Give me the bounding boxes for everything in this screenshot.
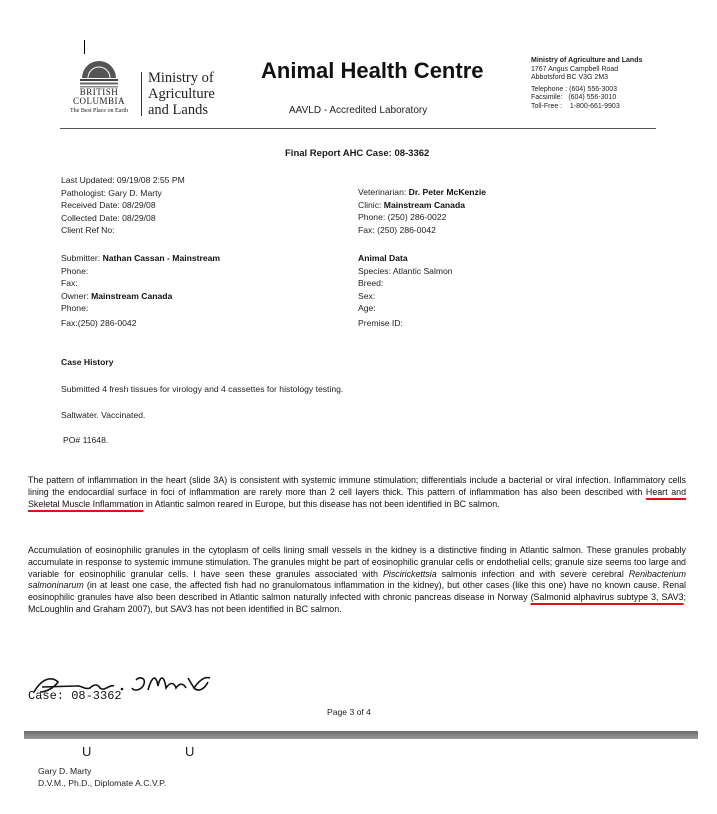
findings-paragraph-kidney: Accumulation of eosinophilic granules in the cytoplasm of cells lining small vessels in the kidney is a distinctive finding in Atlantic salmon. These granules probably accumulate in response to systemic immune stimulation. The granules might be part of eosinophilic granular cells or endothelial cells; granule size seems too large and variable for eosinophilic granular cells. I have seen these granules associated with Piscirickettsia salmonis infection and with severe cerebral Renibacterium salmoninarum (in at least one case, the affected fish had no granulomatous inflammation in the kidney), but other cases (like this one) have no known cause. Renal eosinophilic granules have also been described in Atlantic salmon naturally infected with chronic pancreas disease in Norway (Salmonid alphavirus subtype 3, SAV3; McLoughlin and Graham 2007), but SAV3 has not been identified in BC salmon. bbox=[28, 545, 686, 614]
footer-case-number: Case: 08-3362 bbox=[28, 689, 122, 703]
signer-name: Gary D. Marty bbox=[38, 766, 92, 776]
sun-waves-emblem-icon bbox=[76, 60, 122, 88]
contact-telephone: Telephone : (604) 556-3003 bbox=[531, 85, 618, 93]
signer-block bbox=[38, 766, 166, 789]
age: Age: bbox=[358, 303, 376, 314]
page-number: Page 3 of 4 bbox=[327, 707, 371, 717]
collected-date: Collected Date: 08/29/08 bbox=[61, 212, 156, 223]
ministry-line: and Lands bbox=[148, 102, 208, 118]
owner-fax: Fax:(250) 286-0042 bbox=[61, 317, 137, 328]
vet-info-block bbox=[358, 186, 486, 236]
logo-name-line2: COLUMBIA bbox=[72, 96, 125, 106]
last-updated: Last Updated: 09/19/08 2:55 PM bbox=[61, 175, 185, 185]
findings-paragraph-heart: The pattern of inflammation in the heart (slide 3A) is consistent with systemic immune stimulation; differentials include a bacterial or viral infection. Inflammatory cells lining the endocardial surface in foci of inflammation are rarely more than 2 cell layers thick. This pattern of inflammation has also been described with Heart and Skeletal Muscle Inflammation in Atlantic salmon reared in Europe, but this disease has not been identified in BC salmon. bbox=[28, 475, 687, 509]
ministry-line: Agriculture bbox=[148, 86, 215, 102]
contact-block bbox=[531, 57, 642, 111]
footer-bar bbox=[24, 731, 698, 739]
ministry-line: Ministry of bbox=[148, 70, 214, 86]
submitter-value: Nathan Cassan - Mainstream bbox=[102, 253, 221, 263]
report-title: Final Report AHC Case: 08-3362 bbox=[285, 148, 430, 159]
submitter-block bbox=[61, 252, 220, 330]
logo-tagline: The Best Place on Earth bbox=[70, 108, 128, 114]
submitter: Submitter: Nathan Cassan - Mainstream bbox=[61, 253, 221, 263]
footer-mark: U bbox=[185, 744, 195, 759]
submitter-fax: Fax: bbox=[61, 278, 78, 289]
contact-facsimile: Facsimile: (604) 556-3010 bbox=[531, 94, 617, 101]
bc-logo bbox=[60, 60, 138, 120]
animal-data-heading: Animal Data bbox=[358, 253, 408, 263]
contact-address1: 1767 Angus Campbell Road bbox=[531, 65, 619, 73]
vet-phone: Phone: (250) 286-0022 bbox=[358, 212, 447, 223]
clinic: Clinic: Mainstream Canada bbox=[358, 199, 465, 210]
premise-id: Premise ID: bbox=[358, 317, 403, 328]
case-history-line: PO# 11648. bbox=[63, 435, 109, 445]
italic-term: Piscirickettsia bbox=[382, 568, 437, 579]
contact-org: Ministry of Agriculture and Lands bbox=[531, 57, 643, 64]
contact-tollfree: Toll-Free : 1-800-661-9903 bbox=[531, 102, 620, 110]
animal-data-block bbox=[358, 252, 453, 330]
ministry-divider bbox=[141, 72, 142, 116]
ministry-name bbox=[148, 70, 215, 118]
text-cursor bbox=[84, 40, 85, 54]
veterinarian-value: Dr. Peter McKenzie bbox=[408, 187, 487, 197]
header-divider bbox=[60, 128, 656, 129]
accreditation-text: AAVLD - Accredited Laboratory bbox=[289, 105, 428, 116]
highlighted-phrase: Heart and Skeletal Muscle Inflammation bbox=[28, 486, 687, 509]
contact-address2: Abbotsford BC V3G 2M3 bbox=[531, 74, 609, 81]
centre-title: Animal Health Centre bbox=[261, 58, 484, 83]
received-date: Received Date: 08/29/08 bbox=[61, 200, 156, 211]
breed: Breed: bbox=[358, 278, 384, 289]
client-ref: Client Ref No: bbox=[61, 225, 115, 236]
vet-fax: Fax: (250) 286-0042 bbox=[358, 224, 436, 235]
italic-term: Renibacterium salmoninarum bbox=[28, 568, 686, 591]
owner-value: Mainstream Canada bbox=[91, 290, 173, 301]
clinic-value: Mainstream Canada bbox=[383, 199, 465, 210]
signer-credentials: D.V.M., Ph.D., Diplomate A.C.V.P. bbox=[38, 777, 167, 788]
owner-phone: Phone: bbox=[61, 303, 89, 314]
highlighted-phrase: (Salmonid alphavirus subtype 3, SAV3 bbox=[530, 592, 684, 603]
sex: Sex: bbox=[358, 290, 376, 301]
logo-name-line1: BRITISH bbox=[79, 87, 119, 97]
owner: Owner: Mainstream Canada bbox=[61, 290, 173, 301]
footer-mark: U bbox=[82, 744, 92, 759]
case-info-block bbox=[61, 174, 185, 237]
case-history-line: Saltwater. Vaccinated. bbox=[61, 410, 146, 420]
case-history-line: Submitted 4 fresh tissues for virology and 4 cassettes for histology testing. bbox=[61, 384, 344, 394]
submitter-phone: Phone: bbox=[61, 265, 89, 276]
species: Species: Atlantic Salmon bbox=[358, 265, 453, 276]
veterinarian: Veterinarian: Dr. Peter McKenzie bbox=[358, 187, 487, 197]
pathologist: Pathologist: Gary D. Marty bbox=[61, 187, 162, 198]
case-history-heading: Case History bbox=[61, 357, 114, 367]
